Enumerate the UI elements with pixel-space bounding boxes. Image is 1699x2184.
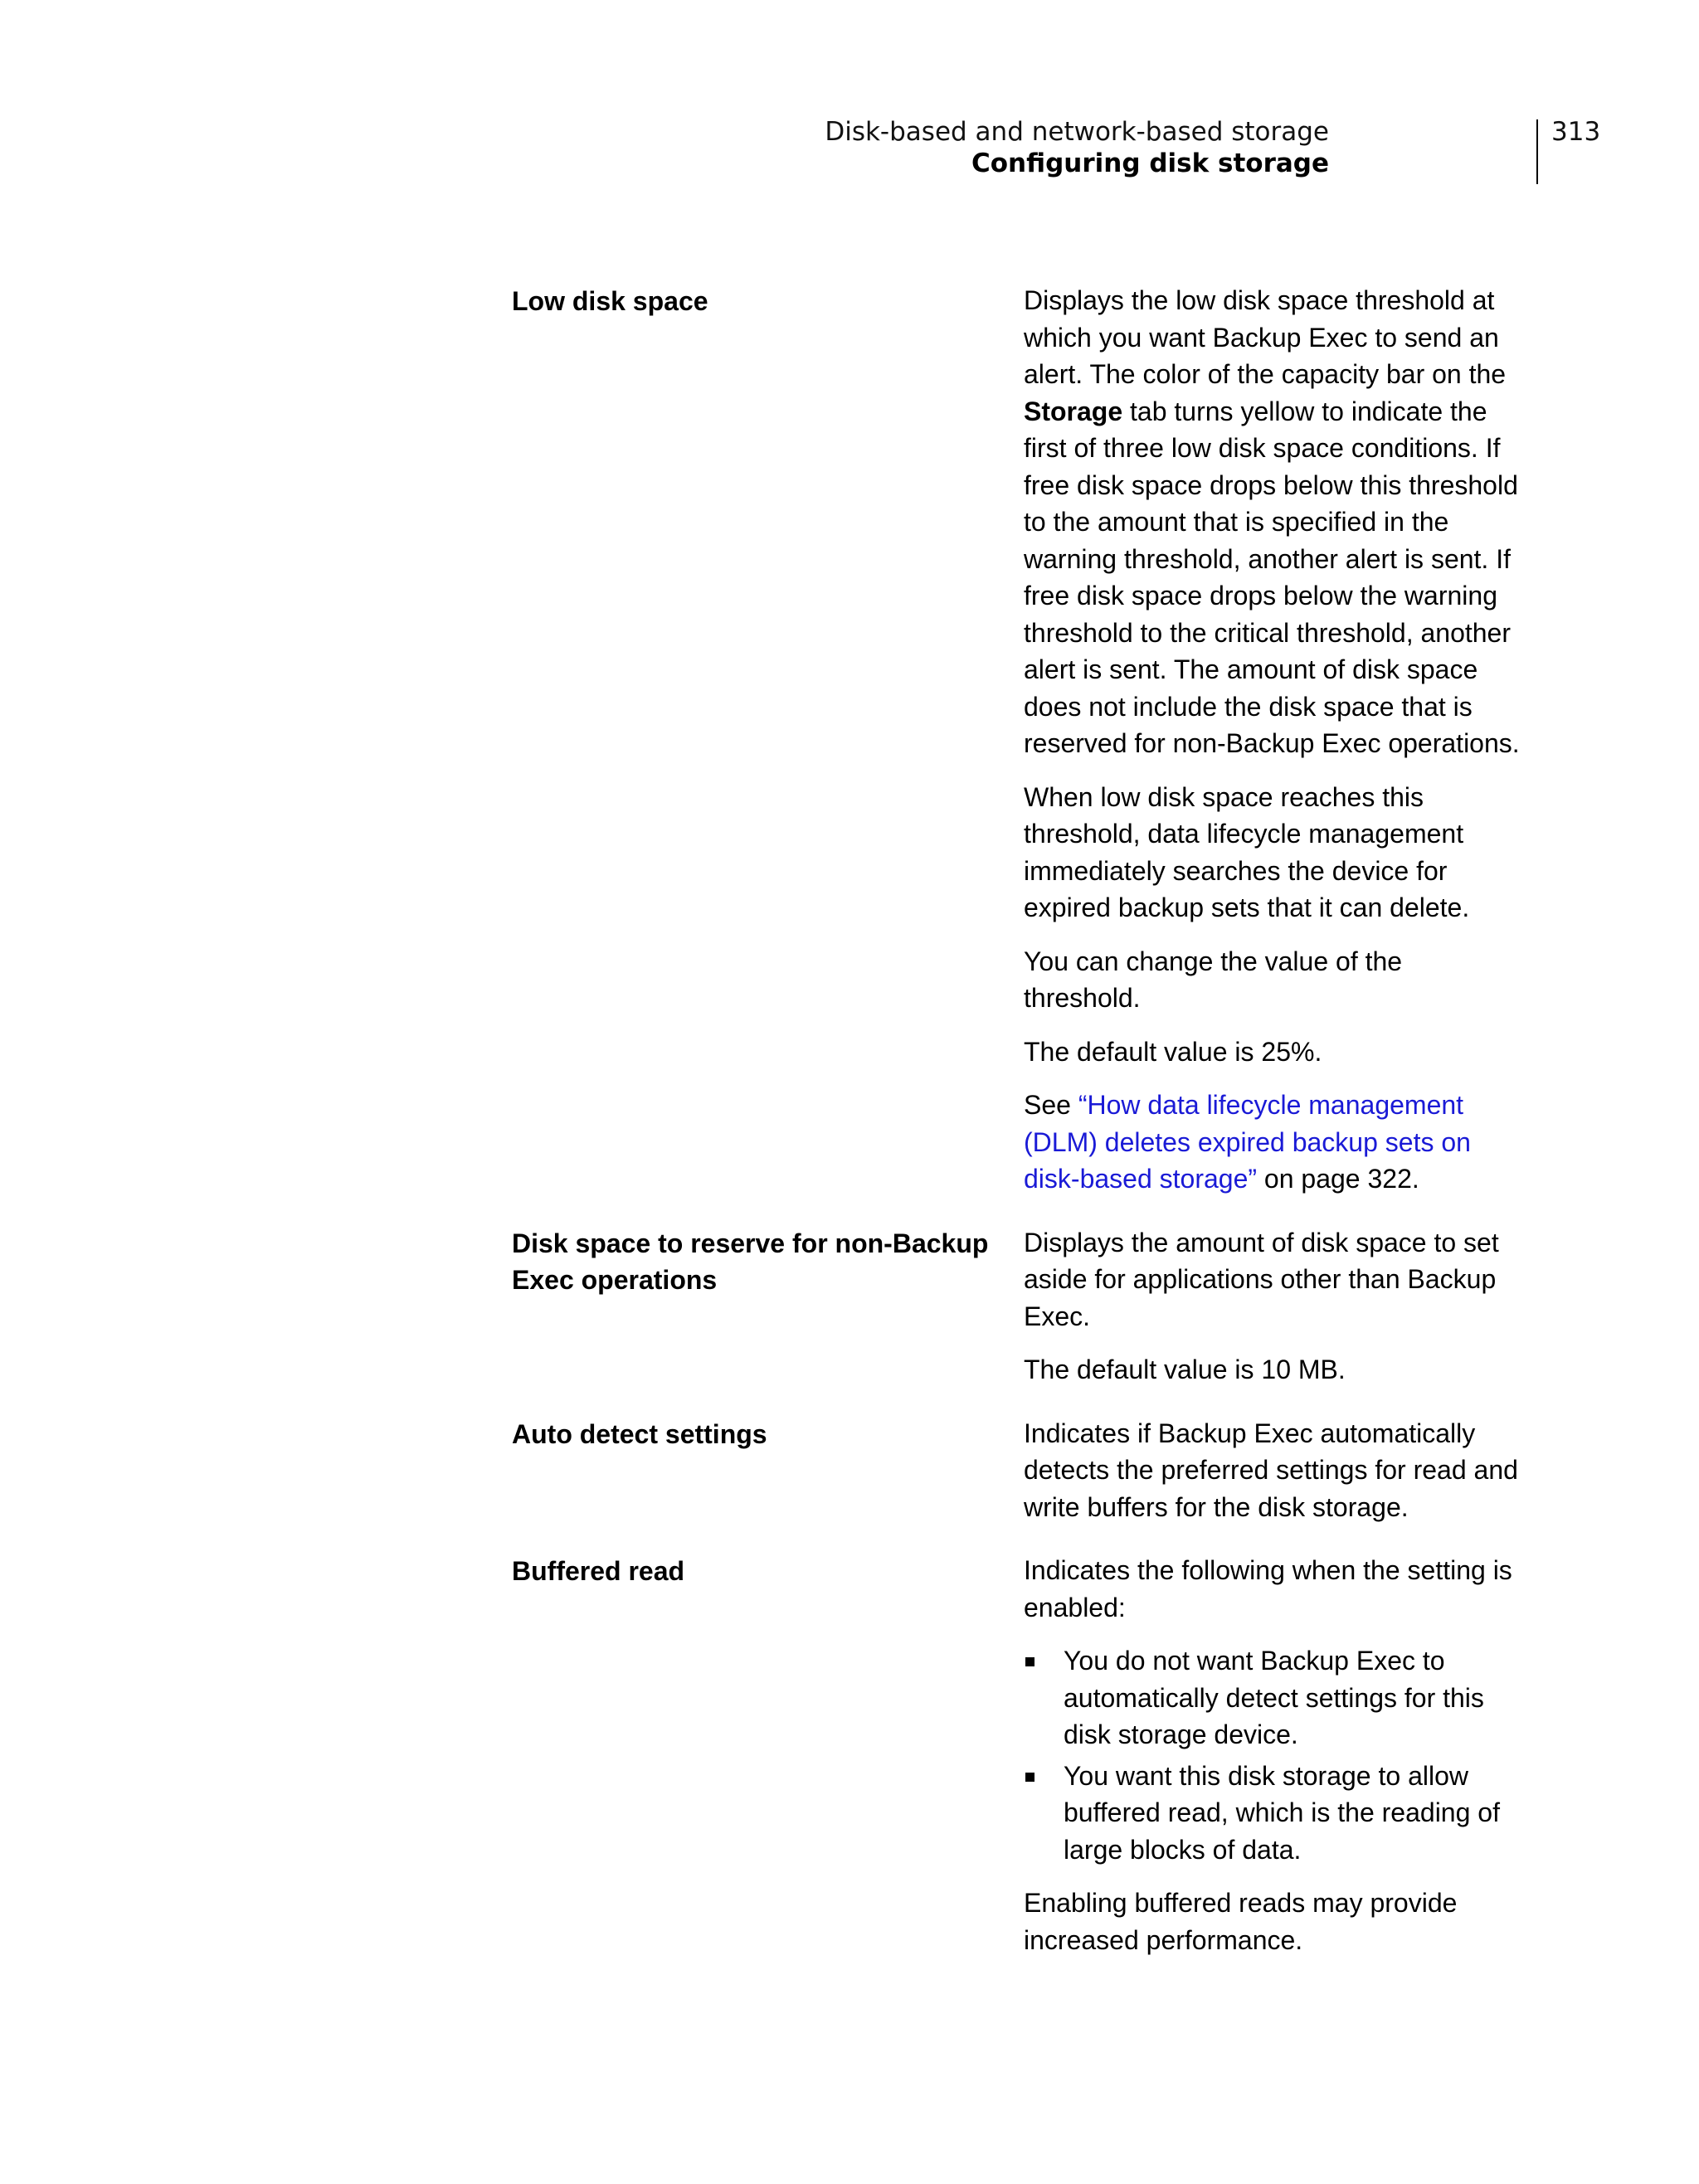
running-header: [825, 116, 1601, 184]
description-disk-space-reserve: [1024, 1224, 1521, 1389]
storage-tab-reference: Storage: [1024, 396, 1123, 426]
description-paragraph: Enabling buffered reads may provide increased performance.: [1024, 1888, 1458, 1955]
term-auto-detect-settings: Auto detect settings: [512, 1418, 767, 1449]
term-buffered-read: Buffered read: [512, 1556, 685, 1586]
description-low-disk-space: [1024, 282, 1521, 1198]
dlm-cross-reference-link[interactable]: “How data lifecycle management (DLM) deletes expired backup sets on disk-based storage”: [1024, 1090, 1471, 1194]
list-item: You want this disk storage to allow buffered read, which is the reading of large blocks of data.: [1024, 1758, 1521, 1869]
cross-reference: See “How data lifecycle management (DLM) deletes expired backup sets on disk-based storage” on page 322.: [1024, 1090, 1471, 1194]
description-paragraph: You can change the value of the threshold.: [1024, 946, 1403, 1013]
definition-row-disk-space-reserve: [512, 1224, 1541, 1389]
settings-definition-table: [512, 282, 1541, 1985]
running-header-titles: [825, 116, 1329, 179]
definition-row-buffered-read: [512, 1552, 1541, 1958]
default-value-text: The default value is 25%.: [1024, 1036, 1322, 1067]
square-bullet-icon: [1025, 1773, 1034, 1782]
definition-row-low-disk-space: [512, 282, 1541, 1198]
description-paragraph: When low disk space reaches this threshold, data lifecycle management immediately searches the device for expired backup sets that it can delete.: [1024, 781, 1470, 922]
description-paragraph: Indicates the following when the setting is enabled:: [1024, 1555, 1512, 1622]
term-low-disk-space: Low disk space: [512, 286, 708, 316]
square-bullet-icon: [1025, 1657, 1034, 1666]
definition-row-auto-detect: [512, 1415, 1541, 1526]
default-value-text: The default value is 10 MB.: [1024, 1355, 1346, 1384]
description-paragraph: Displays the amount of disk space to set aside for applications other than Backup Exec.: [1024, 1227, 1499, 1331]
chapter-title: Disk-based and network-based storage: [825, 117, 1329, 147]
description-buffered-read: [1024, 1552, 1521, 1958]
term-disk-space-reserve: Disk space to reserve for non-Backup Exec operations: [512, 1228, 989, 1295]
section-title: Configuring disk storage: [971, 148, 1329, 178]
description-paragraph: Indicates if Backup Exec automatically detects the preferred settings for read and write buffers for the disk storage.: [1024, 1418, 1518, 1522]
description-paragraph: Displays the low disk space threshold at which you want Backup Exec to send an alert. The color of the capacity bar on the Storage tab turns yellow to indicate the first of three low disk space conditions. If free disk space drops below this threshold to the amount that is specified in the warning threshold, another alert is sent. If free disk space drops below the warning threshold to the critical threshold, another alert is sent. The amount of disk space does not include the disk space that is reserved for non-Backup Exec operations.: [1024, 285, 1520, 758]
page-number: 313: [1551, 117, 1601, 147]
description-auto-detect-settings: [1024, 1415, 1521, 1526]
list-item: You do not want Backup Exec to automatically detect settings for this disk storage device.: [1024, 1642, 1521, 1754]
header-divider: [1536, 119, 1538, 184]
bullet-list: [1024, 1642, 1521, 1868]
